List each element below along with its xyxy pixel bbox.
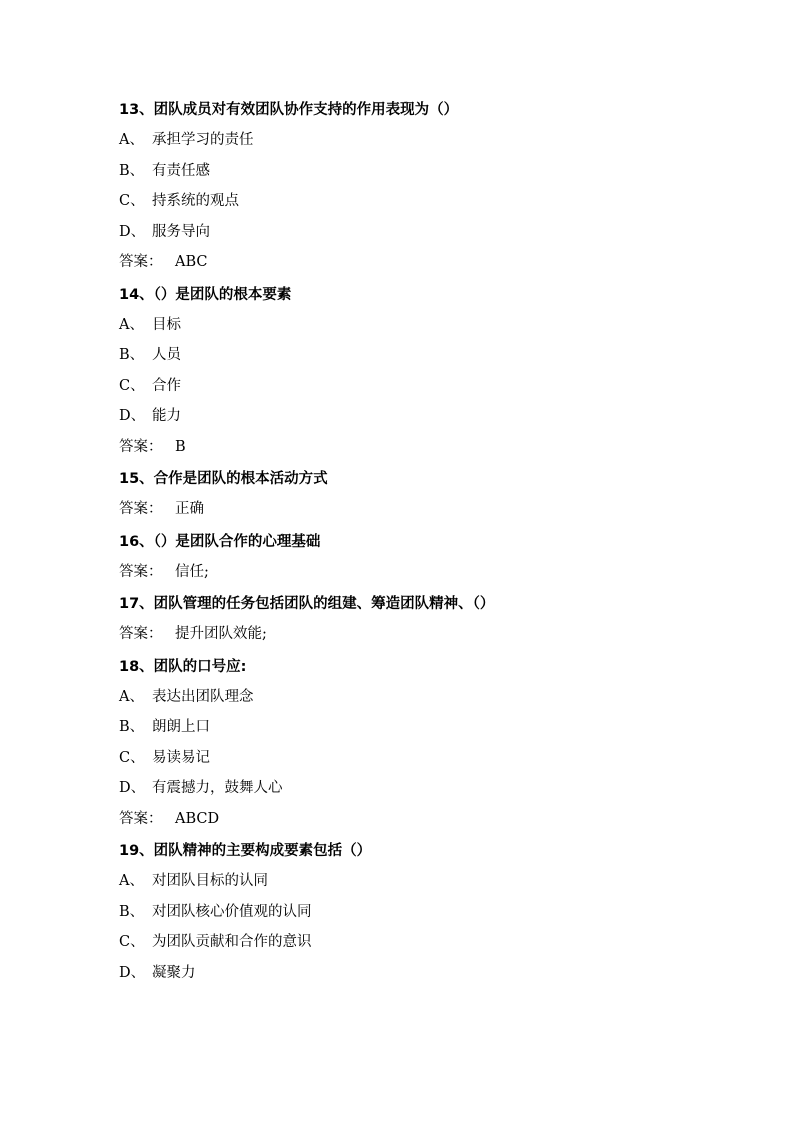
answer-line bbox=[119, 247, 679, 278]
option-text: 持系统的观点 bbox=[152, 193, 239, 209]
answer-label: 答案： bbox=[119, 501, 163, 517]
question-title: 15、合作是团队的根本活动方式 bbox=[119, 471, 328, 487]
answer-label: 答案： bbox=[119, 438, 163, 455]
answer-value: ABC bbox=[175, 254, 208, 270]
option-letter: C、 bbox=[119, 377, 145, 394]
answer-line bbox=[119, 432, 679, 463]
option-c bbox=[119, 927, 679, 958]
option-b bbox=[119, 156, 679, 187]
option-text: 有震撼力，鼓舞人心 bbox=[152, 780, 283, 796]
question-block bbox=[119, 528, 679, 588]
option-b bbox=[119, 897, 679, 928]
option-d bbox=[119, 958, 679, 989]
option-b bbox=[119, 340, 679, 371]
option-c bbox=[119, 743, 679, 774]
option-letter: C、 bbox=[119, 193, 145, 209]
question-title: 17、团队管理的任务包括团队的组建、筹造团队精神、（） bbox=[119, 596, 495, 612]
answer-value: ABCD bbox=[175, 810, 220, 827]
option-letter: C、 bbox=[119, 749, 145, 766]
answer-value: 正确 bbox=[175, 501, 204, 517]
question-block bbox=[119, 653, 679, 835]
option-letter: A、 bbox=[119, 688, 144, 705]
option-text: 对团队核心价值观的认同 bbox=[152, 903, 312, 920]
option-text: 为团队贡献和合作的意识 bbox=[152, 934, 312, 950]
option-a bbox=[119, 682, 679, 713]
question-title: 14、（）是团队的根本要素 bbox=[119, 286, 292, 303]
option-text: 承担学习的责任 bbox=[152, 132, 254, 148]
option-letter: A、 bbox=[119, 132, 144, 148]
option-letter: D、 bbox=[119, 408, 146, 424]
option-letter: D、 bbox=[119, 964, 146, 981]
option-letter: D、 bbox=[119, 223, 146, 240]
option-a bbox=[119, 310, 679, 341]
option-letter: A、 bbox=[119, 316, 144, 333]
option-text: 表达出团队理念 bbox=[152, 688, 254, 705]
question-block bbox=[119, 281, 679, 463]
answer-line bbox=[119, 494, 679, 525]
answer-label: 答案： bbox=[119, 563, 163, 580]
answer-label: 答案： bbox=[119, 810, 163, 827]
option-d bbox=[119, 401, 679, 432]
option-letter: B、 bbox=[119, 162, 145, 179]
option-text: 易读易记 bbox=[152, 749, 210, 766]
question-title: 19、团队精神的主要构成要素包括（） bbox=[119, 843, 372, 859]
option-letter: C、 bbox=[119, 934, 145, 950]
option-text: 人员 bbox=[152, 347, 181, 363]
question-list bbox=[119, 93, 679, 988]
option-c bbox=[119, 371, 679, 402]
option-text: 能力 bbox=[152, 408, 181, 424]
option-letter: B、 bbox=[119, 719, 145, 735]
option-letter: B、 bbox=[119, 347, 145, 363]
answer-label: 答案： bbox=[119, 626, 163, 642]
question-title: 18、团队的口号应: bbox=[119, 658, 247, 675]
answer-value: B bbox=[175, 438, 186, 455]
question-block bbox=[119, 590, 679, 650]
question-block bbox=[119, 465, 679, 525]
option-a bbox=[119, 125, 679, 156]
option-text: 有责任感 bbox=[152, 162, 210, 179]
option-text: 对团队目标的认同 bbox=[152, 873, 268, 889]
option-letter: A、 bbox=[119, 873, 144, 889]
answer-line bbox=[119, 557, 679, 588]
answer-value: 提升团队效能; bbox=[175, 626, 267, 642]
question-title: 13、团队成员对有效团队协作支持的作用表现为（） bbox=[119, 102, 459, 118]
option-c bbox=[119, 186, 679, 217]
option-text: 朗朗上口 bbox=[152, 719, 210, 735]
option-letter: D、 bbox=[119, 780, 146, 796]
option-d bbox=[119, 217, 679, 248]
question-block bbox=[119, 837, 679, 988]
option-text: 服务导向 bbox=[152, 223, 210, 240]
question-block bbox=[119, 96, 679, 278]
option-b bbox=[119, 712, 679, 743]
option-a bbox=[119, 866, 679, 897]
option-text: 目标 bbox=[152, 316, 181, 333]
answer-value: 信任; bbox=[175, 563, 209, 580]
option-text: 合作 bbox=[152, 377, 181, 394]
question-title: 16、（）是团队合作的心理基础 bbox=[119, 533, 321, 550]
option-text: 凝聚力 bbox=[152, 964, 196, 981]
answer-label: 答案： bbox=[119, 254, 163, 270]
option-d bbox=[119, 773, 679, 804]
answer-line bbox=[119, 804, 679, 835]
answer-line bbox=[119, 619, 679, 650]
option-letter: B、 bbox=[119, 903, 145, 920]
